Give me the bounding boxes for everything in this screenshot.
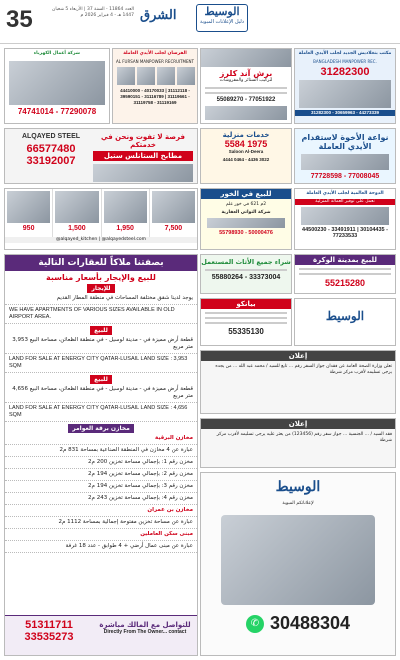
re-phone-2: 33535273 xyxy=(24,631,74,643)
ad-wasit-logo[interactable] xyxy=(294,298,396,346)
re-sale-1: قطعة أرض مميزة في - مدينة لوسيل - في منطقة الظعائن، مساحة البيع 3,953 متر مربع xyxy=(5,335,197,354)
announcement-2 xyxy=(200,418,396,468)
price-tag: 7,500 xyxy=(164,225,183,232)
announcement-title: إعلان xyxy=(201,351,395,361)
ad-phone: 44410000 - 40170033 | 31112118 - 39590151 - 31116789 | 31119661 - 31119758 - 31119169 xyxy=(120,88,190,105)
product-images xyxy=(5,189,197,237)
announcement-1 xyxy=(200,350,396,414)
ad-curtains[interactable] xyxy=(200,48,292,124)
ad-land-khor[interactable] xyxy=(200,188,292,250)
ad-image xyxy=(299,80,391,108)
ad-title: مكتب بنغلاديش الجديد لجلب الأيدي العاملة xyxy=(298,51,392,56)
ad-title: شركة أعمال الكهرباء xyxy=(33,51,81,56)
announcement-title: إعلان xyxy=(201,419,395,429)
ad-title: نواعة الأخوة لاستقدام الأيدي العاملة xyxy=(301,133,389,151)
ad-phone: 55880264 - 33373004 xyxy=(211,274,281,281)
price-tag: 950 xyxy=(22,225,35,232)
ad-title: خدمات منزلية xyxy=(222,131,270,139)
ad-image xyxy=(93,164,193,182)
ad-steel-products[interactable] xyxy=(4,188,198,250)
re-store-line: مخزن رقم 2: بإجمالي مساحة تخزين 194 م2 xyxy=(5,469,197,481)
re-phone-1: 51311711 xyxy=(25,619,73,631)
re-store-line: مخازن البرقية xyxy=(5,433,197,445)
ad-phone: 66577480 xyxy=(26,143,76,155)
re-contact-ar: للتواصل مع المالك مباشرة xyxy=(99,621,191,629)
re-sale-2: قطعة أرض مميزة في - مدينة لوسيل - في منطقة الظعائن، مساحة البيع 4,656 متر مربع xyxy=(5,384,197,403)
ad-phone: 55798930 - 50000476 xyxy=(219,230,273,236)
ad-phone: 44500230 - 33491911 | 30104435 - 77233533 xyxy=(302,227,388,239)
re-store-2: مخازن بن عمران xyxy=(5,505,197,517)
ad-phone: 74741014 - 77290078 xyxy=(17,107,97,116)
logo-wasit-sub: دليل الإعلانات المبوبة xyxy=(199,19,245,25)
re-rent-text-en: WE HAVE APARTMENTS OF VARIOUS SIZES AVAILABLE IN OLD AIRPORT AREA. xyxy=(5,305,197,324)
price-tag: 1,950 xyxy=(116,225,134,232)
ad-agent: شركة التواتي العقارية xyxy=(221,210,271,215)
ad-subtitle: مطابخ الستانلس ستيل xyxy=(93,151,193,161)
re-store-3-text: عبارة عن مبنى عمال أرضي + 4 طوابق - عدد 18 غرفة xyxy=(5,541,197,553)
ad-phone: 55089270 - 77051922 xyxy=(216,97,276,103)
re-store-line: مخزن رقم 1: بإجمالي مساحة تخزين 200 م2 xyxy=(5,457,197,469)
ad-subtitle: BANGLADESH MANPOWER REC. xyxy=(313,59,377,64)
promo-brand: الوسيط xyxy=(275,479,321,495)
ad-image xyxy=(301,154,389,170)
promo-phone: 30488304 xyxy=(269,613,351,633)
ad-title: شراء جميع الأثاث المستعمل xyxy=(201,258,291,266)
ad-phone: 5584 1975 xyxy=(224,139,268,149)
ad-title: للبيع في الخور xyxy=(201,189,291,199)
ad-maid[interactable] xyxy=(294,128,396,184)
ad-brand: الوسيط xyxy=(325,309,365,323)
ad-subtitle: لتركيب الستائر والمفروشات xyxy=(219,78,273,83)
re-sale-1-en: LAND FOR SALE AT ENERGY CITY QATAR-LUSAIL LAND SIZE : 3,953 SQM xyxy=(5,354,197,373)
ad-subtitle: نعمل على توفير العمالة المنزلية xyxy=(295,199,395,205)
re-sale-label: للبيع xyxy=(90,326,112,335)
ad-title: برش آند كلرز xyxy=(219,69,273,78)
re-banner: بصفتنا ملاكاً للعقارات التالية xyxy=(5,255,197,271)
ad-phone: 31282300 xyxy=(320,66,370,78)
announcement-body: تعلن وزارة الصحة العامة عن فقدان جواز السفر رقم ... تابع للسيد / محمد عبد الله ... من يجده يرجى تسليمه لأقرب مركز شرطة xyxy=(215,364,392,375)
ad-steel[interactable] xyxy=(4,128,198,184)
re-sale-2-en: LAND FOR SALE AT ENERGY CITY QATAR-LUSAIL LAND SIZE : 4,656 SQM xyxy=(5,403,197,422)
re-store-2-text: عبارة عن مساحة تخزين مفتوحة إجمالية بمساحة 1112 م2 xyxy=(5,517,197,529)
ad-home-services[interactable] xyxy=(200,128,292,184)
re-store-line: مخزن رقم 3: بإجمالي مساحة تخزين 194 م2 xyxy=(5,481,197,493)
ad-phone: 55335130 xyxy=(228,327,264,336)
ad-company: ALQAYED STEEL xyxy=(21,133,81,140)
promo-line: لإعلاناتكم المبوبة xyxy=(282,501,314,506)
price-tag: 1,500 xyxy=(68,225,86,232)
ad-photos xyxy=(113,65,197,87)
ad-phone-secondary: 4444 0464 - 4436 3022 xyxy=(222,157,270,162)
ad-title: بيانكو xyxy=(201,299,291,309)
issue-info: العدد 11864 - السنة 37 | الأربعاء 5 شعبان 1447 هـ - 4 فبراير 2026 م xyxy=(52,7,134,18)
logo-wasit-text: الوسيط xyxy=(204,5,240,18)
re-contact-footer xyxy=(5,615,197,655)
social-handles: @alqayed_kitchen | @alqayedsteel.com xyxy=(5,237,197,243)
ad-salon: Saloon Al-Deera xyxy=(228,149,264,154)
re-sale-label: للبيع xyxy=(90,375,112,384)
re-store-line: مخزن رقم 4: بإجمالي مساحة تخزين 243 م2 xyxy=(5,493,197,505)
logo-wasit xyxy=(196,4,248,32)
ad-bangladeshi[interactable] xyxy=(294,48,396,124)
announcement-body: فقد السيد / ... الجنسية ... جواز سفر رقم (123456) من يعثر عليه يرجى تسليمه لأقرب مركز شرطة xyxy=(216,432,392,443)
ad-furniture[interactable] xyxy=(200,254,292,294)
re-subtitle: للبيع والإيجار بأسعار مناسبة xyxy=(46,273,156,282)
ad-title: فرصة لا تفوت ونحن في خدمتكم xyxy=(101,133,185,149)
ad-image xyxy=(201,49,291,67)
ad-title: الفرسان لجلب الأيدي العاملة xyxy=(123,51,187,56)
ad-title: الدوحة العالمية لجلب الأيدي العاملة xyxy=(306,191,384,196)
ad-desc: 2م 621 في خور علم xyxy=(225,202,267,207)
ad-phone-alt: 33192007 xyxy=(26,155,76,167)
ad-image xyxy=(301,207,389,225)
ad-electrical[interactable] xyxy=(4,48,110,124)
ad-image xyxy=(9,61,105,105)
ad-motors[interactable] xyxy=(200,298,292,346)
ad-phone: 77728598 - 77008045 xyxy=(310,173,380,180)
re-rent-label: للإيجار xyxy=(87,284,114,293)
promo-image xyxy=(221,515,375,605)
ad-recruitment[interactable] xyxy=(112,48,198,124)
whatsapp-icon: ✆ xyxy=(246,615,264,633)
logo-sharq: الشرق xyxy=(140,8,177,23)
ad-doha-manpower[interactable] xyxy=(294,188,396,250)
ad-phone-bottom: 31282300 - 30659963 - 44273339 xyxy=(295,110,395,116)
page-header xyxy=(0,0,400,44)
re-store-line: عبارة عن 4 مخازن في المنطقة الصناعية بمساحة 831 م2 xyxy=(5,445,197,457)
real-estate-ad[interactable] xyxy=(4,254,198,656)
re-rent-text: يوجد لدينا شقق مختلفة المساحات في منطقة المطار القديم xyxy=(5,293,197,305)
ad-wasit-promo[interactable] xyxy=(200,472,396,656)
ad-phone: 55215280 xyxy=(324,278,366,288)
re-contact-en: Directly From The Owner... contact xyxy=(103,629,187,635)
ad-wakra[interactable] xyxy=(294,254,396,294)
re-stores-label: مخازن برقة العوامر xyxy=(68,424,134,433)
re-store-3: مبنى سكن العاملين xyxy=(5,529,197,541)
page-number: 35 xyxy=(6,6,33,33)
ad-title: للبيع بمدينة الوكرة xyxy=(295,255,395,265)
ad-image xyxy=(205,106,287,120)
ad-subtitle: AL FURSAN MANPOWER RECRUITMENT xyxy=(116,59,194,64)
